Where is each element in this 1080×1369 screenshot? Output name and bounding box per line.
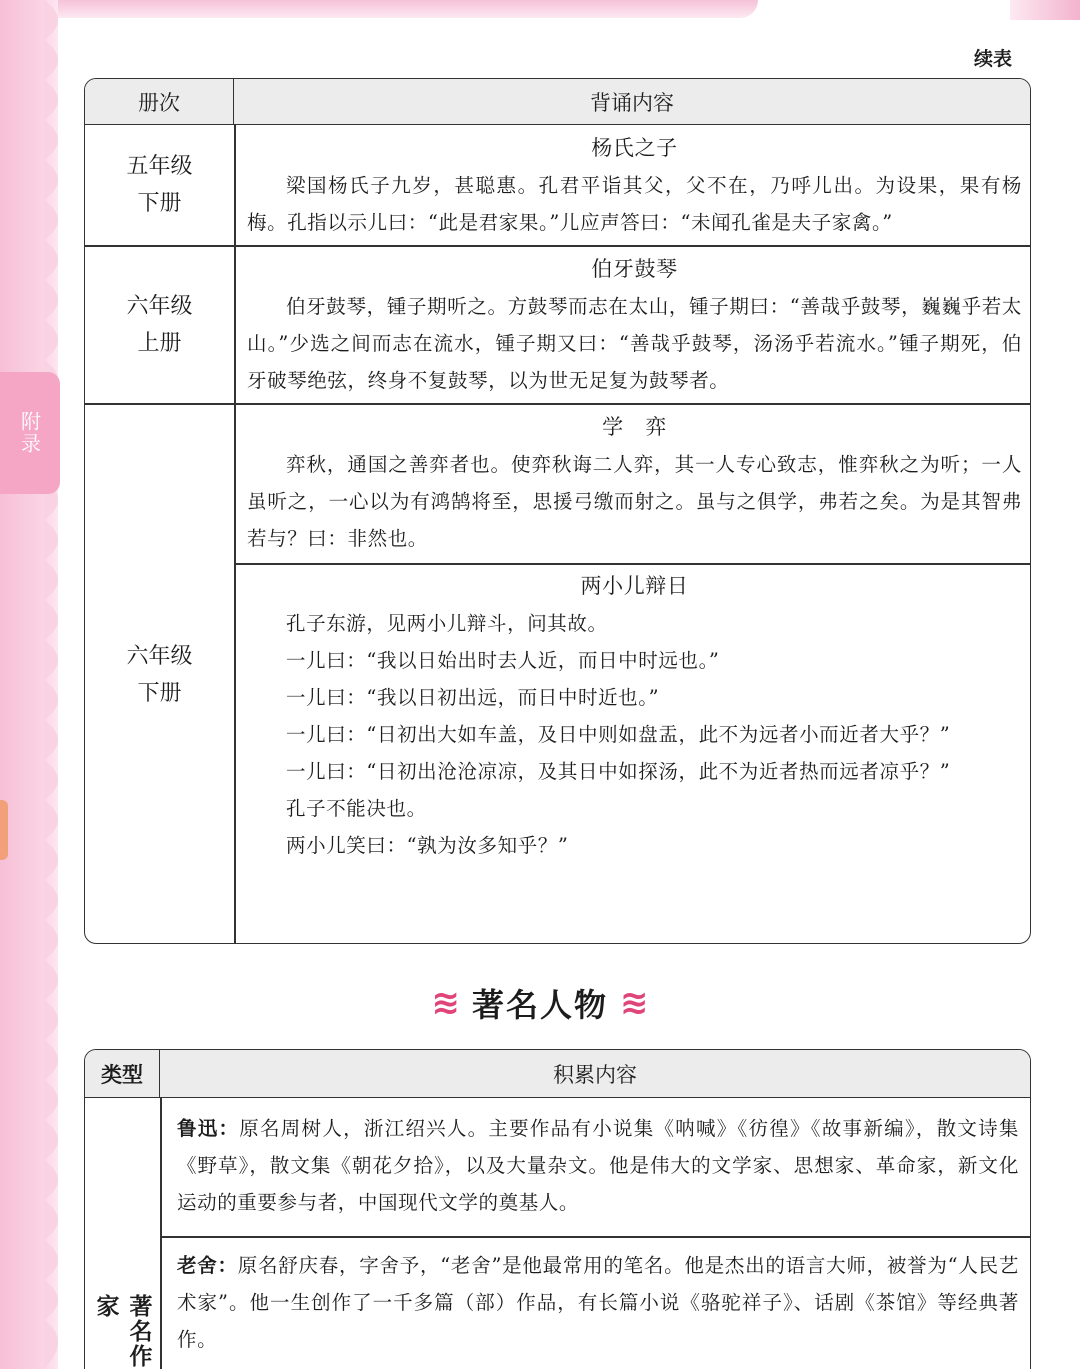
text-paragraph: 两小儿笑曰：“孰为汝多知乎？”	[286, 834, 569, 857]
text-cell	[247, 251, 1022, 399]
text-paragraph: 一儿曰：“我以日初出远，而日中时近也。”	[286, 686, 660, 709]
grade-cell	[85, 125, 234, 245]
row-divider	[160, 1236, 1030, 1238]
type-cell	[85, 1098, 160, 1369]
section-heading	[0, 976, 1080, 1030]
text-title: 两小儿辩日	[580, 574, 689, 598]
wavy-border-decoration	[44, 0, 74, 1369]
text-paragraph: 一儿曰：“日初出沧沧凉凉，及其日中如探汤，此不为近者热而远者凉乎？”	[286, 760, 951, 783]
column-divider	[160, 1098, 162, 1369]
text-cell	[247, 409, 1022, 557]
text-paragraph: 一儿曰：“我以日始出时去人近，而日中时远也。”	[286, 649, 720, 672]
text-paragraph: 梁国杨氏子九岁，甚聪惠。孔君平诣其父，父不在，乃呼儿出。为设果，果有杨梅。孔指以示儿曰：“此是君家果。”儿应声答曰：“未闻孔雀是夫子家禽。”	[247, 174, 1022, 234]
grade-volume: 上册	[137, 331, 182, 356]
grade-volume: 下册	[137, 191, 182, 216]
type-label: 著名作家	[92, 1294, 152, 1369]
appendix-side-tab[interactable]	[0, 372, 60, 494]
text-title: 伯牙鼓琴	[591, 257, 678, 281]
grade-cell	[85, 405, 234, 944]
wave-decoration-icon: ≋	[431, 983, 460, 1023]
figure-description: 原名周树人，浙江绍兴人。主要作品有小说集《呐喊》《彷徨》《故事新编》，散文诗集《野草》，散文集《朝花夕拾》，以及大量杂文。他是伟大的文学家、思想家、革命家，新文化运动的重要参与者，中国现代文学的奠基人。	[177, 1117, 1019, 1214]
header-content: 积累内容	[553, 1063, 637, 1087]
header-type: 类型	[85, 1050, 160, 1098]
header-volume: 册次	[85, 79, 234, 125]
text-title: 杨氏之子	[591, 136, 678, 160]
wave-decoration-icon: ≋	[620, 983, 649, 1023]
text-cell	[247, 130, 1022, 241]
pink-top-right-border	[1010, 0, 1080, 20]
column-divider	[234, 125, 236, 943]
text-title: 学 弈	[602, 415, 667, 439]
figure-name: 鲁迅：	[177, 1117, 240, 1140]
recitation-table	[84, 78, 1031, 944]
section-title: 著名人物	[471, 986, 608, 1024]
grade-level: 六年级	[126, 294, 193, 319]
table-header	[85, 79, 1030, 125]
side-marker	[0, 800, 8, 860]
text-paragraph: 弈秋，通国之善弈者也。使弈秋诲二人弈，其一人专心致志，惟弈秋之为听；一人虽听之，一心以为有鸿鹄将至，思援弓缴而射之。虽与之俱学，弗若之矣。为是其智弗若与？曰：非然也。	[247, 453, 1022, 550]
figures-table	[84, 1049, 1031, 1369]
grade-volume: 下册	[137, 681, 182, 706]
grade-cell	[85, 247, 234, 403]
row-divider	[234, 563, 1030, 565]
table-header	[85, 1050, 1030, 1098]
appendix-tab-label: 附录	[17, 411, 42, 455]
text-paragraph: 孔子不能决也。	[286, 797, 427, 820]
text-paragraph: 伯牙鼓琴，锺子期听之。方鼓琴而志在太山，锺子期曰：“善哉乎鼓琴，巍巍乎若太山。”少选之间而志在流水，锺子期又曰：“善哉乎鼓琴，汤汤乎若流水。”锺子期死，伯牙破琴绝弦，终身不复鼓琴，以为世无足复为鼓琴者。	[247, 295, 1022, 392]
figure-name: 老舍：	[177, 1254, 238, 1277]
figure-entry	[177, 1110, 1019, 1221]
grade-level: 六年级	[126, 644, 193, 669]
text-cell	[247, 568, 1022, 864]
header-content: 背诵内容	[590, 91, 674, 115]
text-paragraph: 孔子东游，见两小儿辩斗，问其故。	[286, 612, 608, 635]
continued-label: 续表	[973, 48, 1012, 70]
figure-entry	[177, 1247, 1019, 1358]
pink-top-border	[58, 0, 758, 18]
text-paragraph: 一儿曰：“日初出大如车盖，及日中则如盘盂，此不为远者小而近者大乎？”	[286, 723, 951, 746]
figure-description: 原名舒庆春，字舍予，“老舍”是他最常用的笔名。他是杰出的语言大师，被誉为“人民艺术家”。他一生创作了一千多篇（部）作品，有长篇小说《骆驼祥子》、话剧《茶馆》等经典著作。	[177, 1254, 1019, 1351]
grade-level: 五年级	[126, 154, 193, 179]
